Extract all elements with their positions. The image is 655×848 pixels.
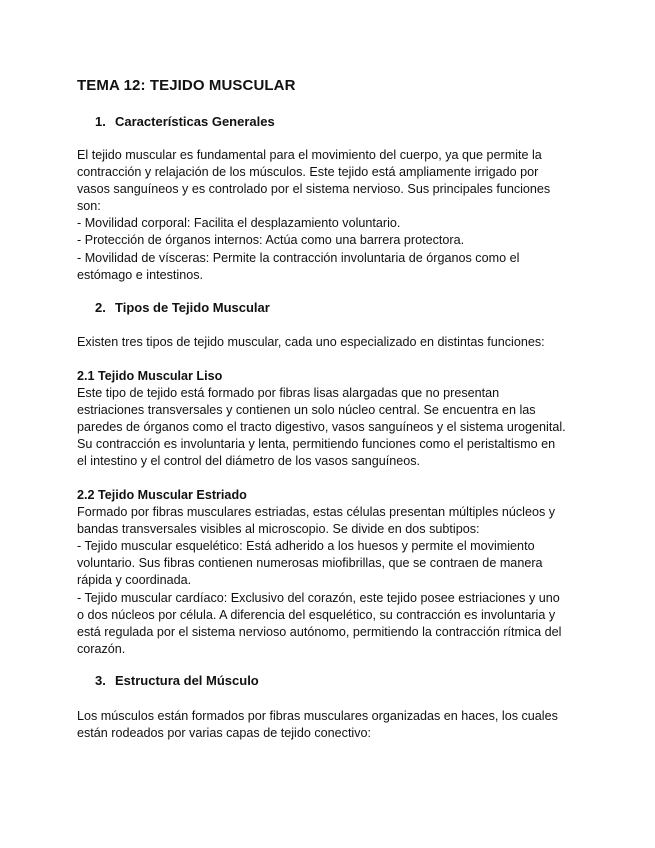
section-heading-tipos [95,300,270,315]
text-line: Este tipo de tejido está formado por fibras lisas alargadas que no presentan [77,386,500,401]
text-line: el intestino y el control del diámetro de los vasos sanguíneos. [77,454,421,469]
section-number: 2. [95,300,106,315]
text-line: voluntario. Sus fibras contienen numerosas miofibrillas, que se contraen de manera [77,556,543,571]
text-line: estómago e intestinos. [77,267,204,282]
section-number: 3. [95,673,106,688]
paragraph-caracteristicas [77,147,587,284]
text-line: bandas transversales visibles al microscopio. Se divide en dos subtipos: [77,522,480,537]
text-line: - Tejido muscular esquelético: Está adherido a los huesos y permite el movimiento [77,539,535,554]
text-line: contracción y relajación de los músculos. Este tejido está ampliamente irrigado por [77,165,539,180]
text-line: está regulada por el sistema nervioso autónomo, permitiendo la contracción rítmica del [77,624,562,639]
text-line: - Movilidad de vísceras: Permite la contracción involuntaria de órganos como el [77,250,520,265]
document-title: TEMA 12: TEJIDO MUSCULAR [77,77,296,94]
text-line: El tejido muscular es fundamental para el movimiento del cuerpo, ya que permite la [77,148,542,162]
subsection-estriado [77,487,587,658]
text-line: - Protección de órganos internos: Actúa como una barrera protectora. [77,233,465,248]
text-line: son: [77,199,101,214]
subsection-liso [77,368,587,471]
section-heading-estructura [95,673,259,688]
section-title: Estructura del Músculo [115,673,259,688]
text-line: estriaciones transversales y contienen un solo núcleo central. Se encuentra en las [77,403,536,418]
section-heading-caracteristicas [95,114,275,129]
paragraph-tipos-intro [77,334,587,351]
text-line: Los músculos están formados por fibras musculares organizadas en haces, los cuales [77,709,558,723]
section-title: Características Generales [115,114,275,129]
text-line: paredes de órganos como el tracto digestivo, vasos sanguíneos y el sistema urogenital. [77,420,566,435]
text-line: vasos sanguíneos y es controlado por el sistema nervioso. Sus principales funciones [77,182,551,197]
text-line: rápida y coordinada. [77,573,192,588]
text-line: Su contracción es involuntaria y lenta, permitiendo funciones como el peristaltismo en [77,437,556,452]
subsection-heading-liso: 2.1 Tejido Muscular Liso [77,369,223,383]
section-title: Tipos de Tejido Muscular [115,300,270,315]
text-line: corazón. [77,641,126,656]
text-line: Existen tres tipos de tejido muscular, cada uno especializado en distintas funciones: [77,335,545,349]
paragraph-estructura [77,708,587,742]
text-line: - Movilidad corporal: Facilita el desplazamiento voluntario. [77,216,401,231]
text-line: o dos núcleos por célula. A diferencia del esquelético, su contracción es involuntaria y [77,607,556,622]
subsection-heading-estriado: 2.2 Tejido Muscular Estriado [77,488,247,502]
section-number: 1. [95,114,106,129]
text-line: Formado por fibras musculares estriadas, estas células presentan múltiples núcleos y [77,505,556,520]
text-line: - Tejido muscular cardíaco: Exclusivo del corazón, este tejido posee estriaciones y uno [77,590,560,605]
text-line: están rodeados por varias capas de tejido conectivo: [77,726,372,741]
